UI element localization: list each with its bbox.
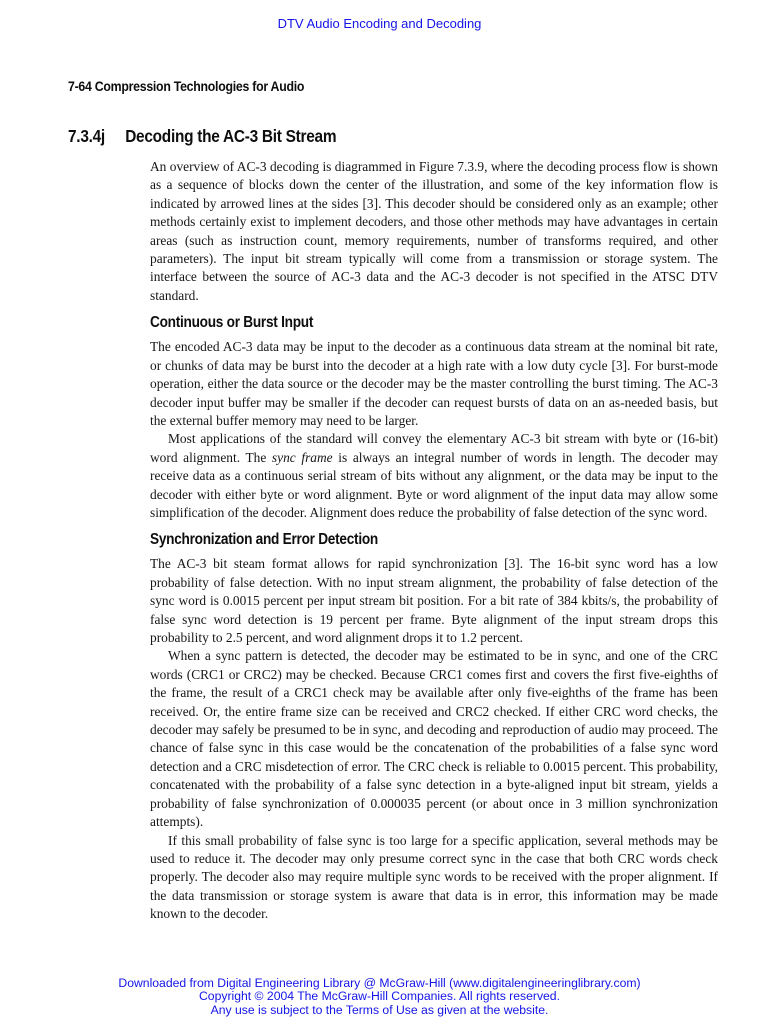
footer-terms-line: Any use is subject to the Terms of Use as given at the website.: [210, 1002, 549, 1017]
section-title: Decoding the AC-3 Bit Stream: [125, 126, 337, 146]
running-head: 7-64 Compression Technologies for Audio: [68, 78, 305, 94]
section-intro-paragraph: An overview of AC-3 decoding is diagrammed in Figure 7.3.9, where the decoding process flow is shown as a sequence of blocks down the center of the illustration, and some of the key information flow is indicated by arrowed lines at the sides [3]. This decoder should be considered only as an example; other methods certainly exist to implement decoders, and those other methods may have advantages in certain areas (such as instruction count, memory requirements, number of transforms required, and other parameters). The input bit stream typically will come from a transmission or storage system. The interface between the source of AC-3 data and the AC-3 decoder is not specified in the ATSC DTV standard.: [150, 159, 718, 303]
section-number: 7.3.4j: [68, 126, 105, 146]
subheading-synchronization-and-error-detection: Synchronization and Error Detection: [150, 531, 378, 549]
footer-download-line: Downloaded from Digital Engineering Library @ McGraw-Hill (www.digitalengineeringlibrary.com): [118, 976, 641, 990]
footer-copyright-line: Copyright © 2004 The McGraw-Hill Companies. All rights reserved.: [199, 989, 560, 1004]
continuous-paragraph-1: The encoded AC-3 data may be input to the decoder as a continuous data stream at the nominal bit rate, or chunks of data may be burst into the decoder at a high rate with a low duty cycle [3]. For burst-mode operation, either the data source or the decoder may be the master controlling the burst timing. The AC-3 decoder input buffer may be smaller if the decoder can request bursts of data on an as-needed basis, but the external buffer memory may need to be larger.: [150, 339, 718, 428]
subheading-continuous-or-burst-input: Continuous or Burst Input: [150, 314, 314, 332]
continuous-paragraph-2: [150, 430, 718, 522]
section-heading: [68, 126, 336, 147]
paragraph-text: is always an integral number of words in length. The decoder may receive data as a continuous serial stream of bits without any alignment, or the data may be input to the decoder with either byte or word alignment. Byte or word alignment of the input data may allow some simplification of the decoder. Alignment does reduce the probability of false detection of the sync word.: [150, 449, 718, 520]
sync-paragraph-3: If this small probability of false sync is too large for a specific application, several methods may be used to reduce it. The decoder may only presume correct sync in the case that both CRC words check properly. The decoder also may require multiple sync words to be received with the proper alignment. If the data transmission or storage system is aware that data is in error, this information may be made known to the decoder.: [150, 832, 718, 922]
copyright-footer: [0, 977, 759, 1017]
sync-paragraph-2: When a sync pattern is detected, the decoder may be estimated to be in sync, and one of the CRC words (CRC1 or CRC2) may be checked. Because CRC1 comes first and covers the first five-eighths of the frame, the result of a CRC1 check may be available after only five-eighths of the frame has been received. Or, the entire frame size can be received and CRC2 checked. If either CRC word checks, the decoder may safely be presumed to be in sync, and decoding and reproduction of audio may proceed. The chance of false sync in this case would be the concatenation of the probabilities of a false sync word detection and a CRC misdetection of error. The CRC check is reliable to 0.0015 percent. This probability, concatenated with the probability of a false sync detection in a byte-aligned input bit stream, yields a probability of false synchronization of 0.000035 percent (or about once in 3 million synchronization attempts).: [150, 648, 718, 830]
book-title-header: DTV Audio Encoding and Decoding: [277, 16, 482, 31]
italic-term-sync-frame: sync frame: [271, 449, 333, 465]
paragraph-text: Most applications of the standard will convey the elementary AC-3 bit stream with byte or (16-bit) word alignment. The: [150, 431, 718, 465]
sync-paragraph-1: The AC-3 bit steam format allows for rapid synchronization [3]. The 16-bit sync word has a low probability of false detection. With no input stream alignment, the probability of false detection of the sync word is 0.0015 percent per input stream bit position. For a bit rate of 384 kbits/s, the probability of false sync word detection is 19 percent per frame. Byte alignment of the input stream drops this probability to 2.5 percent, and word alignment drops it to 1.2 percent.: [150, 556, 718, 646]
body-text-block: [150, 158, 718, 924]
